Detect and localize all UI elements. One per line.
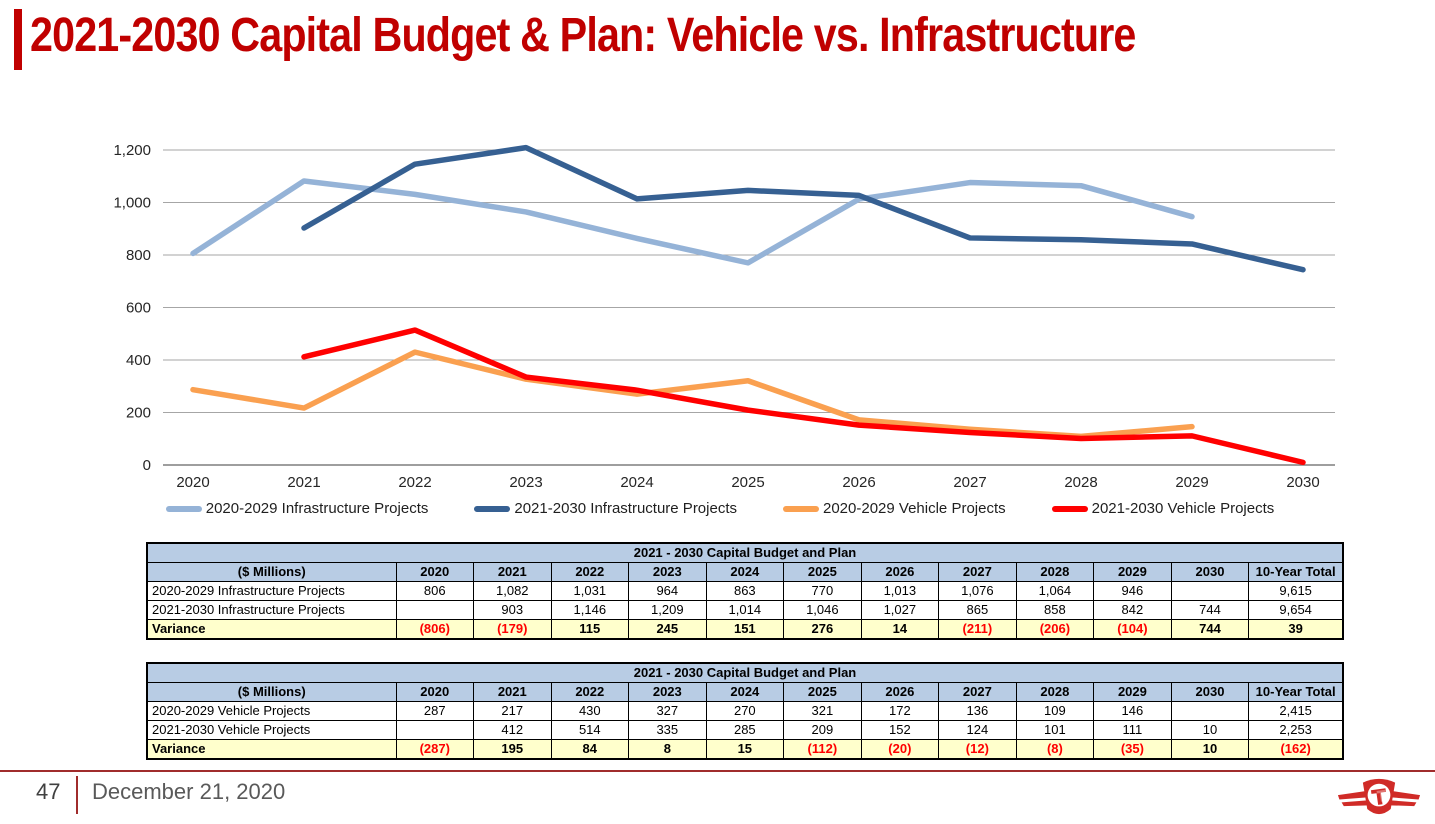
variance-row: [147, 620, 1343, 640]
data-cell: 136: [939, 702, 1017, 721]
column-header: ($ Millions): [147, 683, 396, 702]
data-cell: 1,027: [861, 601, 939, 620]
column-header: 2029: [1094, 563, 1172, 582]
column-header: 2028: [1016, 683, 1094, 702]
y-axis-tick-label: 0: [142, 457, 151, 474]
variance-cell: (112): [784, 740, 862, 760]
table-header-row: [147, 563, 1343, 582]
data-cell: 321: [784, 702, 862, 721]
legend-marker: [783, 506, 819, 512]
data-cell: 335: [629, 721, 707, 740]
column-header: 2022: [551, 563, 629, 582]
legend-label: 2020-2029 Infrastructure Projects: [205, 500, 429, 517]
data-cell: 858: [1016, 601, 1094, 620]
slide-date: December 21, 2020: [92, 779, 286, 804]
variance-cell: (8): [1016, 740, 1094, 760]
row-label: Variance: [147, 620, 396, 640]
table-row: [147, 582, 1343, 601]
column-header: 2026: [861, 563, 939, 582]
variance-cell: (162): [1249, 740, 1343, 760]
legend-label: 2021-2030 Vehicle Projects: [1091, 500, 1275, 517]
data-cell: 10: [1171, 721, 1249, 740]
legend-item: [474, 500, 737, 517]
row-label: 2021-2030 Infrastructure Projects: [147, 601, 396, 620]
data-cell: 1,046: [784, 601, 862, 620]
column-header: 2028: [1016, 563, 1094, 582]
legend-item: [166, 500, 429, 517]
data-cell: 1,031: [551, 582, 629, 601]
column-header: 2027: [939, 563, 1017, 582]
variance-cell: (104): [1094, 620, 1172, 640]
x-axis-tick-label: 2021: [287, 474, 321, 491]
data-cell: 209: [784, 721, 862, 740]
data-cell: 863: [706, 582, 784, 601]
column-header: 2021: [474, 683, 552, 702]
data-cell: 270: [706, 702, 784, 721]
footer-divider: [0, 770, 1435, 772]
column-header: 2024: [706, 563, 784, 582]
column-header: 2025: [784, 683, 862, 702]
row-label: 2020-2029 Infrastructure Projects: [147, 582, 396, 601]
variance-cell: (20): [861, 740, 939, 760]
table-header-row: [147, 683, 1343, 702]
column-header: ($ Millions): [147, 563, 396, 582]
y-axis-tick-label: 400: [125, 352, 151, 369]
page-number: 47: [36, 779, 61, 804]
variance-cell: (179): [474, 620, 552, 640]
data-cell: 1,013: [861, 582, 939, 601]
data-cell: 1,014: [706, 601, 784, 620]
data-cell: 903: [474, 601, 552, 620]
column-header: 2029: [1094, 683, 1172, 702]
data-cell: 146: [1094, 702, 1172, 721]
table-row: [147, 702, 1343, 721]
y-axis-tick-label: 800: [125, 247, 151, 264]
variance-cell: 15: [706, 740, 784, 760]
table-title: 2021 - 2030 Capital Budget and Plan: [147, 663, 1343, 683]
y-axis-tick-label: 600: [125, 299, 151, 317]
x-axis-tick-label: 2026: [842, 474, 876, 491]
title-accent-bar: [14, 9, 22, 70]
data-cell: 9,654: [1249, 601, 1343, 620]
infrastructure-budget-table: [146, 542, 1344, 640]
legend-marker: [474, 506, 510, 512]
variance-cell: 245: [629, 620, 707, 640]
data-cell: 1,146: [551, 601, 629, 620]
variance-cell: (35): [1094, 740, 1172, 760]
data-cell: 1,076: [939, 582, 1017, 601]
data-cell: 865: [939, 601, 1017, 620]
y-axis-tick-label: 1,200: [113, 142, 151, 159]
x-axis-tick-label: 2025: [731, 474, 765, 491]
column-header: 2030: [1171, 683, 1249, 702]
data-cell: 964: [629, 582, 707, 601]
column-header: 2023: [629, 683, 707, 702]
page-title: 2021-2030 Capital Budget & Plan: Vehicle vs. Infrastructure: [30, 9, 1136, 62]
data-cell: 111: [1094, 721, 1172, 740]
variance-cell: 195: [474, 740, 552, 760]
data-cell: 412: [474, 721, 552, 740]
x-axis-tick-label: 2028: [1064, 474, 1098, 491]
column-header: 2024: [706, 683, 784, 702]
data-cell: 9,615: [1249, 582, 1343, 601]
data-cell: 1,064: [1016, 582, 1094, 601]
column-header: 2030: [1171, 563, 1249, 582]
legend-item: [1052, 500, 1275, 517]
column-header: 10-Year Total: [1249, 563, 1343, 582]
row-label: Variance: [147, 740, 396, 760]
variance-cell: 84: [551, 740, 629, 760]
column-header: 10-Year Total: [1249, 683, 1343, 702]
column-header: 2021: [474, 563, 552, 582]
row-label: 2021-2030 Vehicle Projects: [147, 721, 396, 740]
table-title-row: [147, 663, 1343, 683]
data-cell: 217: [474, 702, 552, 721]
y-axis-tick-label: 200: [125, 404, 151, 422]
data-cell: 514: [551, 721, 629, 740]
data-cell: 287: [396, 702, 474, 721]
legend-label: 2020-2029 Vehicle Projects: [823, 500, 1006, 517]
column-header: 2022: [551, 683, 629, 702]
column-header: 2023: [629, 563, 707, 582]
x-axis-tick-label: 2022: [398, 474, 432, 491]
variance-cell: 115: [551, 620, 629, 640]
legend-marker: [166, 506, 202, 512]
ttc-logo: [1335, 775, 1423, 821]
capital-budget-line-chart: [95, 128, 1345, 493]
vehicle-budget-table: [146, 662, 1344, 760]
data-cell: 101: [1016, 721, 1094, 740]
table-title-row: [147, 543, 1343, 563]
variance-cell: 14: [861, 620, 939, 640]
variance-cell: 744: [1171, 620, 1249, 640]
variance-cell: (806): [396, 620, 474, 640]
variance-cell: 39: [1249, 620, 1343, 640]
x-axis-tick-label: 2024: [620, 474, 654, 491]
data-cell: 152: [861, 721, 939, 740]
data-cell: [1171, 702, 1249, 721]
variance-cell: 10: [1171, 740, 1249, 760]
x-axis-tick-label: 2030: [1286, 474, 1320, 491]
data-cell: 430: [551, 702, 629, 721]
x-axis-tick-label: 2029: [1175, 474, 1209, 491]
data-cell: 2,415: [1249, 702, 1343, 721]
legend-item: [783, 500, 1006, 517]
column-header: 2020: [396, 683, 474, 702]
variance-cell: (12): [939, 740, 1017, 760]
data-cell: 842: [1094, 601, 1172, 620]
footer-separator: [76, 776, 78, 814]
variance-cell: 8: [629, 740, 707, 760]
variance-cell: (206): [1016, 620, 1094, 640]
x-axis-tick-label: 2023: [509, 474, 543, 491]
column-header: 2025: [784, 563, 862, 582]
column-header: 2026: [861, 683, 939, 702]
legend-marker: [1052, 506, 1088, 512]
y-axis-tick-label: 1,000: [113, 194, 151, 212]
column-header: 2020: [396, 563, 474, 582]
x-axis-tick-label: 2020: [176, 474, 210, 491]
data-cell: 172: [861, 702, 939, 721]
series-line-2021-2030-vehicle-projects: [304, 330, 1303, 462]
data-cell: 806: [396, 582, 474, 601]
data-cell: [1171, 582, 1249, 601]
variance-row: [147, 740, 1343, 760]
data-cell: 327: [629, 702, 707, 721]
series-line-2020-2029-vehicle-projects: [193, 352, 1192, 436]
table-row: [147, 601, 1343, 620]
variance-cell: (287): [396, 740, 474, 760]
legend-label: 2021-2030 Infrastructure Projects: [514, 500, 737, 517]
data-cell: 744: [1171, 601, 1249, 620]
data-cell: 124: [939, 721, 1017, 740]
data-cell: [396, 721, 474, 740]
chart-legend: [95, 500, 1345, 517]
data-cell: 109: [1016, 702, 1094, 721]
data-cell: 1,209: [629, 601, 707, 620]
table-row: [147, 721, 1343, 740]
variance-cell: 151: [706, 620, 784, 640]
table-title: 2021 - 2030 Capital Budget and Plan: [147, 543, 1343, 563]
data-cell: 770: [784, 582, 862, 601]
data-cell: 946: [1094, 582, 1172, 601]
variance-cell: (211): [939, 620, 1017, 640]
data-cell: 2,253: [1249, 721, 1343, 740]
data-cell: 285: [706, 721, 784, 740]
column-header: 2027: [939, 683, 1017, 702]
variance-cell: 276: [784, 620, 862, 640]
data-cell: [396, 601, 474, 620]
row-label: 2020-2029 Vehicle Projects: [147, 702, 396, 721]
x-axis-tick-label: 2027: [953, 474, 987, 491]
data-cell: 1,082: [474, 582, 552, 601]
